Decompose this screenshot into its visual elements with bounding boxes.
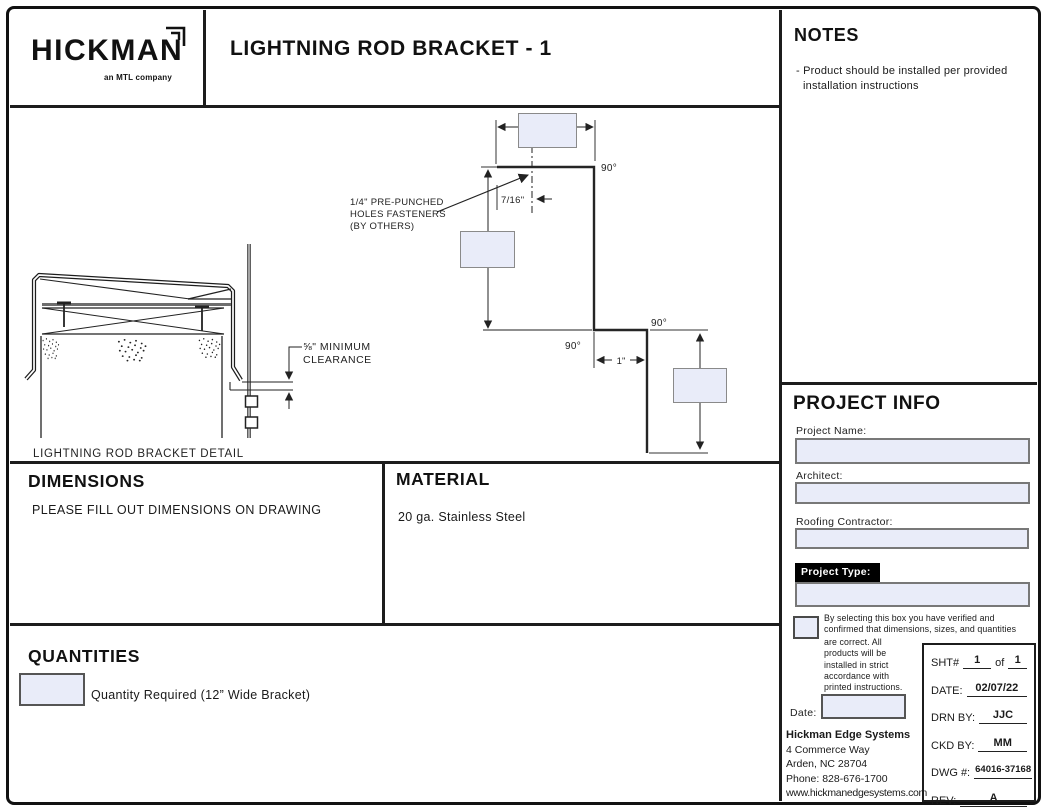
technical-drawing [10,108,779,460]
date-input[interactable] [821,694,906,719]
revision-row [931,792,1027,807]
hickman-bracket-icon [162,25,188,51]
tb-drnby-label: DRN BY: [931,712,976,724]
hickman-logo: HICKMAN [31,34,184,67]
date-row [931,682,1027,697]
date-label: Date: [790,707,817,719]
tb-ckdby-label: CKD BY: [931,739,975,752]
divider-logo-title [203,10,206,106]
drawn-by-row [931,709,1027,724]
checked-by-row [931,737,1027,752]
notes-heading: NOTES [794,25,860,45]
material-value: 20 ga. Stainless Steel [398,510,526,524]
divider-drawing-bottom [10,461,781,464]
logo-tagline: an MTL company [104,73,172,82]
angle-corner-left-label: 90° [565,341,582,352]
quantities-heading: QUANTITIES [28,646,140,666]
clearance-note-line2: CLEARANCE [303,354,372,366]
dimensions-note: PLEASE FILL OUT DIMENSIONS ON DRAWING [32,503,322,517]
tb-rev-label: REV: [931,794,957,807]
architect-input[interactable] [795,482,1030,504]
tb-rev-value: A [960,792,1027,807]
top-width-dimension-input[interactable] [518,113,577,148]
sht-label: SHT# [931,657,960,669]
sht-of-value: 1 [1008,654,1027,669]
company-block [786,728,927,801]
fastener-note-line2: HOLES FASTENERS [350,209,446,220]
company-address-line1: 4 Commerce Way [786,743,870,756]
material-heading: MATERIAL [396,469,490,489]
architect-label: Architect: [796,470,843,482]
project-name-label: Project Name: [796,425,867,437]
dim-1-inch-label: 1" [616,356,626,367]
sheet-number-row [931,654,1027,669]
of-label: of [995,657,1005,669]
roofing-contractor-input[interactable] [795,528,1029,549]
clearance-note-line1: ⅝" MINIMUM [303,341,371,353]
dim-7-16-label: 7/16" [501,195,525,206]
coping-detail-drawing [26,244,372,438]
dimensions-heading: DIMENSIONS [28,471,145,491]
confirmation-text-part1: By selecting this box you have verified and confirmed that dimensions, sizes, and quantities [824,613,1017,635]
company-name: Hickman Edge Systems [786,729,911,741]
confirmation-checkbox[interactable] [793,616,819,639]
company-website[interactable]: www.hickmanedgesystems.com [786,787,927,799]
quantity-label: Quantity Required (12” Wide Bracket) [91,688,311,702]
quantity-input[interactable] [19,673,85,706]
fastener-note-line1: 1/4" PRE-PUNCHED [350,197,444,208]
tb-ckdby-value: MM [978,737,1027,752]
sht-value: 1 [963,654,991,669]
divider-notes-projectinfo [779,382,1037,385]
tb-drnby-value: JJC [979,709,1027,724]
page-title: LIGHTNING ROD BRACKET - 1 [230,37,552,60]
project-type-input[interactable] [795,582,1030,607]
roofing-contractor-label: Roofing Contractor: [796,516,893,528]
bracket-profile-drawing [350,120,708,453]
tb-dwg-value: 64016-37168 [974,764,1032,779]
angle-corner-right-label: 90° [651,318,668,329]
angle-top-label: 90° [601,163,618,174]
tb-date-value: 02/07/22 [967,682,1027,697]
drop-height-dimension-input[interactable] [673,368,727,403]
detail-label: LIGHTNING ROD BRACKET DETAIL [33,448,244,460]
project-info-heading: PROJECT INFO [793,393,941,414]
dwg-number-row [931,764,1032,779]
title-block [922,643,1036,807]
project-type-label: Project Type: [795,563,880,582]
divider-quantities [10,623,781,626]
leg-height-dimension-input[interactable] [460,231,515,268]
company-phone: Phone: 828-676-1700 [786,772,888,785]
notes-body: - Product should be installed per provided installation instructions [796,65,1008,93]
tb-date-label: DATE: [931,684,963,697]
company-address-line2: Arden, NC 28704 [786,758,868,770]
project-name-input[interactable] [795,438,1030,464]
divider-right-column [779,10,782,801]
confirmation-text-part2: are correct. All products will be installed in strict accordance with printed instructions. [824,637,903,692]
tb-dwg-label: DWG #: [931,767,971,779]
divider-dimensions-material [382,461,385,625]
fastener-note-line3: (BY OTHERS) [350,221,415,232]
